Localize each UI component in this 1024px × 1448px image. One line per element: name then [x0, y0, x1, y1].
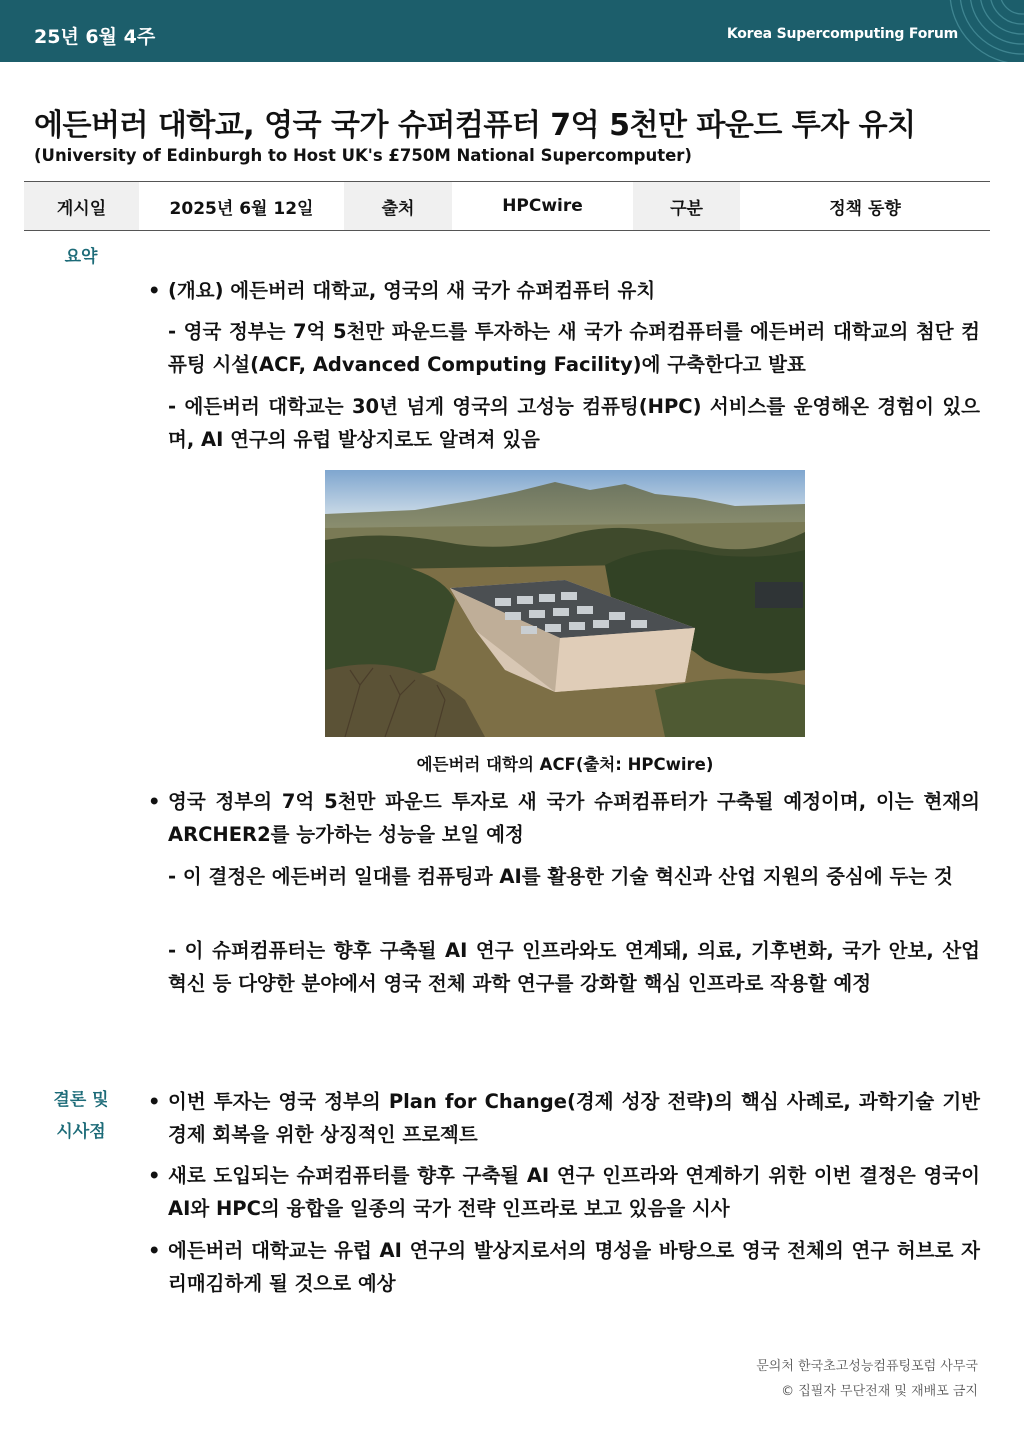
summary-dash-2: - 에든버러 대학교는 30년 넘게 영국의 고성능 컴퓨팅(HPC) 서비스를 운영해온 경험이 있으며, AI 연구의 유럽 발상지로도 알려져 있음	[168, 395, 980, 451]
summary-bullet-1-text: (개요) 에든버러 대학교, 영국의 새 국가 슈퍼컴퓨터 유치	[168, 279, 656, 302]
summary-label: 요약	[64, 247, 98, 267]
acf-aerial-image	[325, 470, 805, 737]
summary-dash-4: - 이 슈퍼컴퓨터는 향후 구축될 AI 연구 인프라와도 연계돼, 의료, 기후변화, 국가 안보, 산업 혁신 등 다양한 분야에서 영국 전체 과학 연구를 강화할 핵심 인프라로 작용할 예정	[168, 939, 980, 995]
summary-dash-1: - 영국 정부는 7억 5천만 파운드를 투자하는 새 국가 슈퍼컴퓨터를 에든버러 대학교의 첨단 컴퓨팅 시설(ACF, Advanced Computing Facility)에 구축한다고 발표	[168, 320, 980, 376]
footer-copyright: © 집필자 무단전재 및 재배포 금지	[781, 1384, 978, 1399]
bullet-icon: •	[148, 1164, 161, 1187]
conclusion-bullet-1-text: 이번 투자는 영국 정부의 Plan for Change(경제 성장 전략)의 핵심 사례로, 과학기술 기반 경제 회복을 위한 상징적인 프로젝트	[168, 1090, 980, 1146]
page-title: 에든버러 대학교, 영국 국가 슈퍼컴퓨터 7억 5천만 파운드 투자 유치	[34, 108, 916, 143]
posted-date: 2025년 6월 12일	[169, 198, 314, 219]
conclusion-bullet-2	[148, 1159, 980, 1225]
page-subtitle: (University of Edinburgh to Host UK's £750M National Supercomputer)	[34, 146, 692, 165]
summary-bullet-2	[148, 785, 980, 851]
conclusion-bullet-3	[148, 1234, 980, 1300]
acf-photo	[325, 470, 805, 737]
category-value: 정책 동향	[829, 198, 901, 219]
source-value: HPCwire	[502, 196, 583, 216]
summary-bullet-2-text: 영국 정부의 7억 5천만 파운드 투자로 새 국가 슈퍼컴퓨터가 구축될 예정이며, 이는 현재의 ARCHER2를 능가하는 성능을 보일 예정	[168, 790, 980, 846]
header-bar	[0, 0, 1024, 62]
conclusion-label-line2: 시사점	[56, 1122, 106, 1142]
summary-dash-3: - 이 결정은 에든버러 일대를 컴퓨팅과 AI를 활용한 기술 혁신과 산업 지원의 중심에 두는 것	[168, 865, 953, 888]
conclusion-label	[40, 1084, 122, 1148]
footer-contact: 문의처 한국초고성능컴퓨팅포럼 사무국	[756, 1359, 978, 1374]
forum-name: Korea Supercomputing Forum	[726, 26, 958, 42]
meta-table	[24, 181, 990, 231]
conclusion-bullet-3-text: 에든버러 대학교는 유럽 AI 연구의 발상지로서의 명성을 바탕으로 영국 전체의 연구 허브로 자리매김하게 될 것으로 예상	[168, 1239, 980, 1295]
conclusion-bullet-1	[148, 1085, 980, 1151]
conclusion-bullet-2-text: 새로 도입되는 슈퍼컴퓨터를 향후 구축될 AI 연구 인프라와 연계하기 위한 이번 결정은 영국이 AI와 HPC의 융합을 일종의 국가 전략 인프라로 보고 있음을 시사	[168, 1164, 980, 1220]
category-label: 구분	[633, 182, 740, 231]
photo-caption: 에든버러 대학의 ACF(출처: HPCwire)	[416, 755, 714, 774]
summary-bullet-1	[148, 274, 980, 307]
bullet-icon: •	[148, 279, 161, 302]
issue-week: 25년 6월 4주	[34, 26, 156, 48]
source-label: 출처	[344, 182, 452, 231]
meta-row	[24, 182, 990, 231]
bullet-icon: •	[148, 790, 161, 813]
bullet-icon: •	[148, 1239, 161, 1262]
bullet-icon: •	[148, 1090, 161, 1113]
conclusion-label-line1: 결론 및	[53, 1090, 109, 1110]
posted-label: 게시일	[24, 182, 139, 231]
